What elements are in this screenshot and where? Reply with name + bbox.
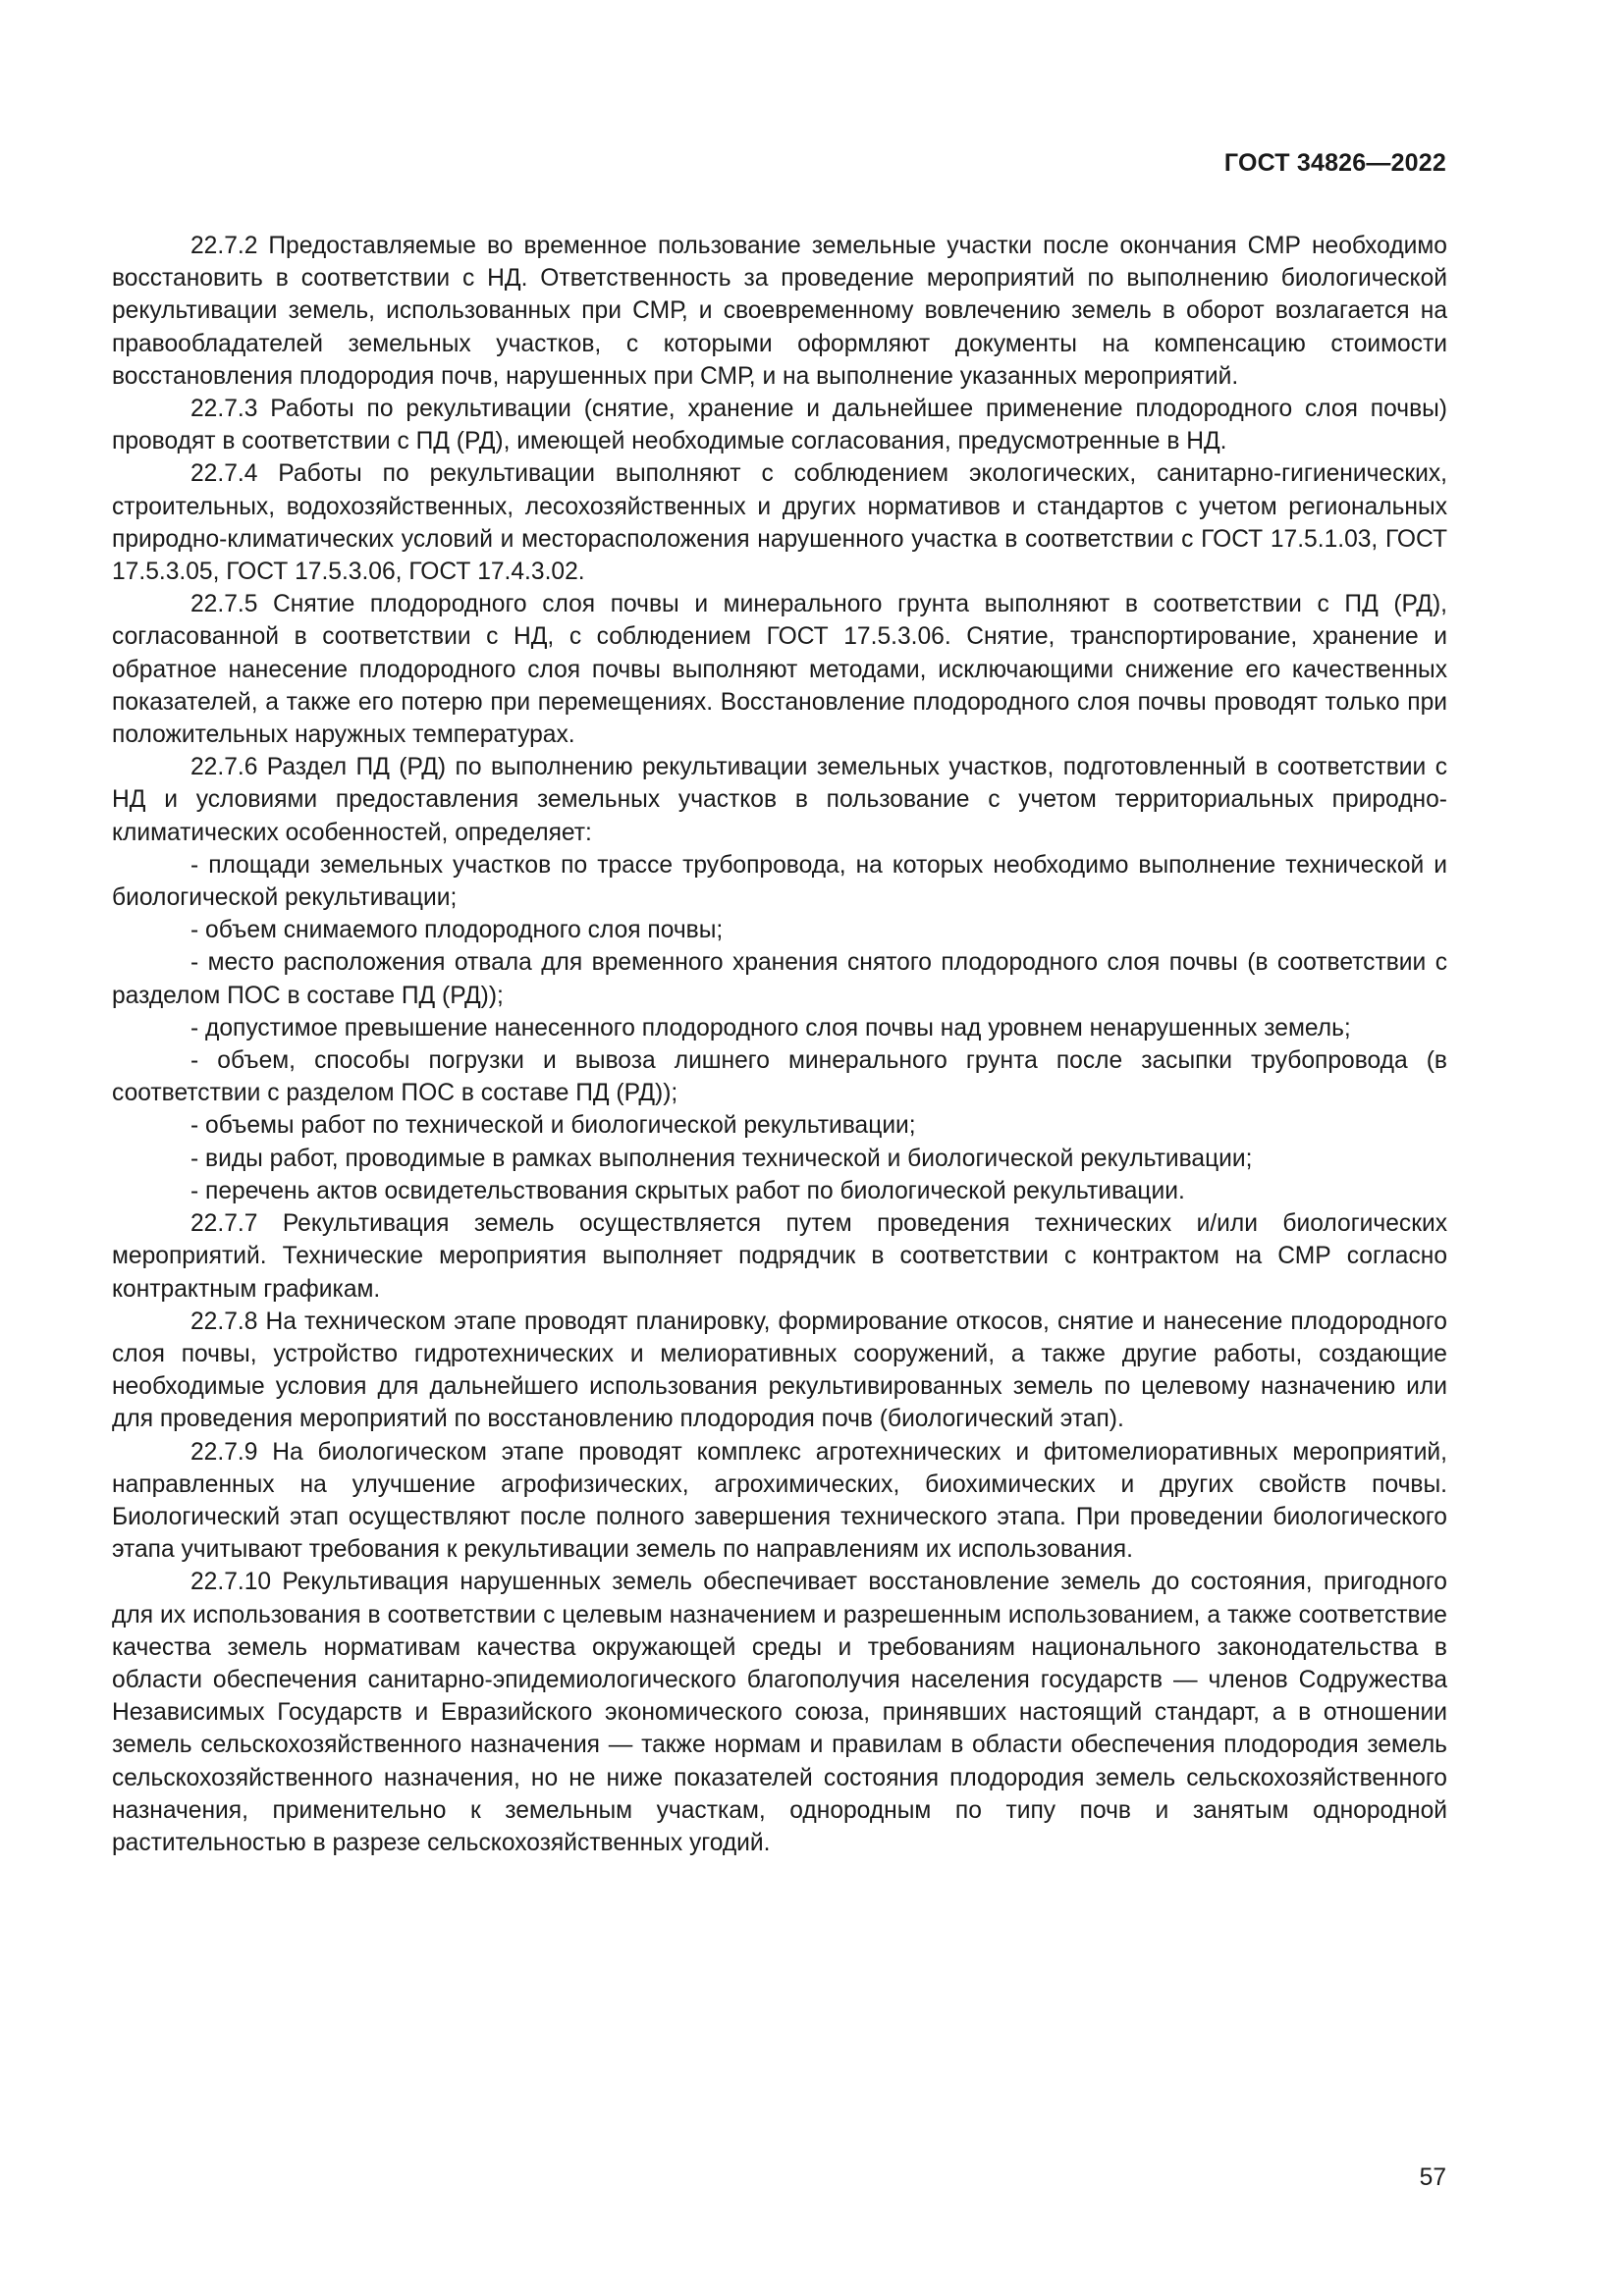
paragraph-22-7-4: 22.7.4 Работы по рекультивации выполняют с соблюдением экологических, санитарно-гигиенических, строительных, водохозяйственных, лесохозяйственных и других нормативов и стандартов с учетом региональных природно-климатических условий и месторасположения нарушенного участка в соответствии с ГОСТ 17.5.1.03, ГОСТ 17.5.3.05, ГОСТ 17.5.3.06, ГОСТ 17.4.3.02.: [112, 460, 1447, 586]
list-item: - перечень актов освидетельствования скрытых работ по биологической рекультивации.: [190, 1177, 1185, 1204]
list-item: - виды работ, проводимые в рамках выполнения технической и биологической рекультивации;: [190, 1145, 1253, 1172]
paragraph-22-7-10: 22.7.10 Рекультивация нарушенных земель обеспечивает восстановление земель до состояния, пригодного для их использования в соответствии с целевым назначением и разрешенным использованием, а также соответствие качества земель нормативам качества окружающей среды и требованиям национального законодательства в области обеспечения санитарно-эпидемиологического благополучия населения государств — членов Содружества Независимых Государств и Евразийского экономического союза, принявших настоящий стандарт, а в отношении земель сельскохозяйственного назначения — также нормам и правилам в области обеспечения плодородия земель сельскохозяйственного назначения, но не ниже показателей состояния плодородия земель сельскохозяйственного назначения, применительно к земельным участкам, однородным по типу почв и занятым однородной растительностью в разрезе сельскохозяйственных угодий.: [112, 1569, 1447, 1856]
paragraph-22-7-6: 22.7.6 Раздел ПД (РД) по выполнению рекультивации земельных участков, подготовленный в соответствии с НД и условиями предоставления земельных участков в пользование с учетом территориальных природно-климатических особенностей, определяет:: [112, 754, 1447, 846]
list-item: - объем, способы погрузки и вывоза лишнего минерального грунта после засыпки трубопровода (в соответствии с разделом ПОС в составе ПД (РД));: [112, 1047, 1447, 1107]
paragraph-22-7-3: 22.7.3 Работы по рекультивации (снятие, хранение и дальнейшее применение плодородного слоя почвы) проводят в соответствии с ПД (РД), имеющей необходимые согласования, предусмотренные в НД.: [112, 396, 1447, 455]
paragraph-22-7-8: 22.7.8 На техническом этапе проводят планировку, формирование откосов, снятие и нанесение плодородного слоя почвы, устройство гидротехнических и мелиоративных сооружений, а также другие работы, создающие необходимые условия для дальнейшего использования рекультивированных земель по целевому назначению или для проведения мероприятий по восстановлению плодородия почв (биологический этап).: [112, 1308, 1447, 1433]
document-designation: ГОСТ 34826—2022: [1223, 149, 1446, 177]
paragraph-22-7-5: 22.7.5 Снятие плодородного слоя почвы и минерального грунта выполняют в соответствии с ПД (РД), согласованной в соответствии с НД, с соблюдением ГОСТ 17.5.3.06. Снятие, транспортирование, хранение и обратное нанесение плодородного слоя почвы выполняют методами, исключающими снижение его качественных показателей, а также его потерю при перемещениях. Восстановление плодородного слоя почвы проводят только при положительных наружных температурах.: [112, 591, 1447, 749]
list-item: - место расположения отвала для временного хранения снятого плодородного слоя почвы (в соответствии с разделом ПОС в составе ПД (РД));: [112, 949, 1447, 1009]
document-body: [112, 230, 1447, 1859]
list-item: - площади земельных участков по трассе трубопровода, на которых необходимо выполнение технической и биологической рекультивации;: [112, 851, 1447, 912]
paragraph-22-7-7: 22.7.7 Рекультивация земель осуществляется путем проведения технических и/или биологических мероприятий. Технические мероприятия выполняет подрядчик в соответствии с контрактом на СМР согласно контрактным графикам.: [112, 1210, 1447, 1303]
paragraph-22-7-2: 22.7.2 Предоставляемые во временное пользование земельные участки после окончания СМР необходимо восстановить в соответствии с НД. Ответственность за проведение мероприятий по выполнению биологической рекультивации земель, использованных при СМР, и своевременному вовлечению земель в оборот возлагается на правообладателей земельных участков, с которыми оформляют документы на компенсацию стоимости восстановления плодородия почв, нарушенных при СМР, и на выполнение указанных мероприятий.: [112, 233, 1447, 390]
paragraph-22-7-9: 22.7.9 На биологическом этапе проводят комплекс агротехнических и фитомелиоративных мероприятий, направленных на улучшение агрофизических, агрохимических, биохимических и других свойств почвы. Биологический этап осуществляют после полного завершения технического этапа. При проведении биологического этапа учитывают требования к рекультивации земель по направлениям их использования.: [112, 1438, 1447, 1564]
list-item: - объем снимаемого плодородного слоя почвы;: [190, 917, 724, 944]
page-number: 57: [1419, 2164, 1446, 2191]
list-item: - объемы работ по технической и биологической рекультивации;: [190, 1112, 916, 1140]
list-item: - допустимое превышение нанесенного плодородного слоя почвы над уровнем ненарушенных земель;: [190, 1014, 1351, 1041]
